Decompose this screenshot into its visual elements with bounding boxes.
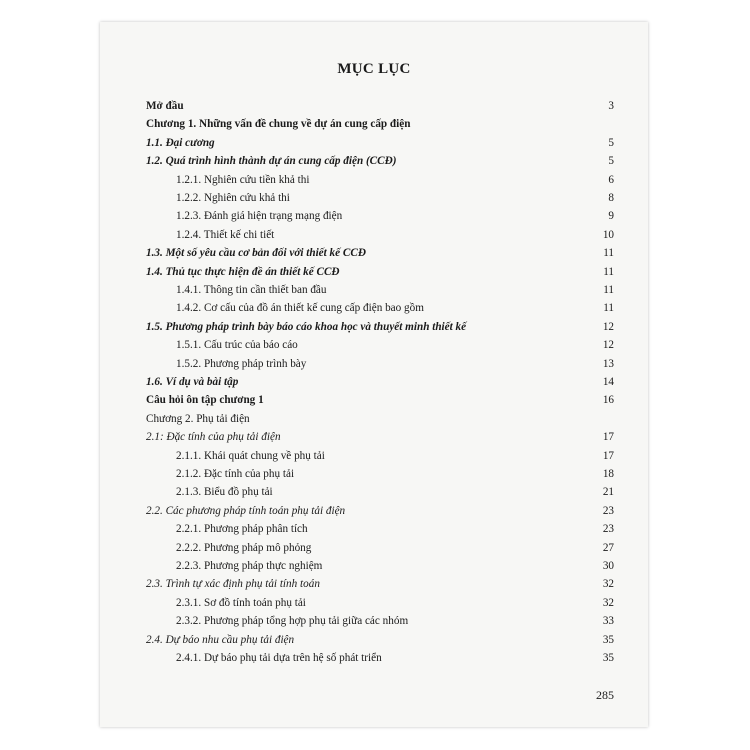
toc-entry-page: 11: [603, 302, 614, 315]
toc-entry-page: 6: [608, 173, 614, 186]
toc-entry-label: 2.4.1. Dự báo phụ tải dựa trên hệ số phát triển: [176, 652, 382, 664]
toc-entry: [100, 447, 648, 465]
toc-entry: [100, 115, 648, 133]
toc-entry: [100, 373, 648, 391]
toc-entry-page: 3: [608, 100, 614, 112]
toc-entry-page: 5: [608, 155, 614, 168]
toc-entry-page: 13: [602, 357, 614, 370]
toc-entry-label: 1.5.1. Cấu trúc của báo cáo: [176, 339, 298, 352]
toc-entry: [100, 483, 648, 501]
toc-entry-page: 18: [602, 468, 614, 480]
toc-entry-page: 32: [602, 578, 614, 591]
toc-entry: [100, 594, 648, 612]
toc-entry-label: 1.4. Thủ tục thực hiện đề án thiết kế CCĐ: [146, 265, 340, 278]
toc-entry-label: 1.2.1. Nghiên cứu tiền khả thi: [176, 173, 310, 186]
toc-entry-page: 35: [602, 633, 614, 646]
toc-entry: [100, 281, 648, 299]
toc-entry-label: Mở đầu: [146, 100, 184, 112]
toc-entry: [100, 465, 648, 483]
toc-entry: [100, 152, 648, 170]
toc-entry-label: 2.3.2. Phương pháp tổng hợp phụ tải giữa các nhóm: [176, 615, 409, 628]
toc-entry: [100, 391, 648, 409]
toc-entry: [100, 226, 648, 244]
toc-entry-page: 12: [602, 320, 614, 333]
toc-entry-label: 1.2.2. Nghiên cứu khả thi: [176, 192, 290, 204]
toc-entry-page: 23: [602, 523, 614, 536]
toc-entry-page: 16: [602, 394, 614, 407]
toc-entry: [100, 410, 648, 428]
toc-entry-page: 21: [602, 486, 614, 499]
toc-entry-label: 2.3. Trình tự xác định phụ tải tính toán: [146, 578, 320, 591]
toc-entry-page: 35: [602, 652, 614, 664]
toc-entry-label: 2.2.1. Phương pháp phân tích: [176, 523, 308, 536]
toc-entry: [100, 263, 648, 281]
toc-entry-page: 9: [608, 210, 614, 223]
toc-entry: [100, 557, 648, 575]
toc-entry-page: 27: [602, 541, 614, 554]
toc-entry-page: 14: [602, 376, 614, 388]
toc-entry: [100, 189, 648, 207]
toc-entry: [100, 502, 648, 520]
toc-entry-label: 2.1.3. Biểu đồ phụ tải: [176, 486, 273, 499]
toc-entry-label: 1.2. Quá trình hình thành dự án cung cấp điện (CCĐ): [146, 155, 397, 168]
toc-entry: [100, 355, 648, 373]
toc-entry-label: 2.1.2. Đặc tính của phụ tải: [176, 468, 295, 480]
toc-entry: [100, 318, 648, 336]
toc-entry-label: 1.2.4. Thiết kế chi tiết: [176, 228, 275, 241]
toc-entry: [100, 336, 648, 354]
toc-entry-label: 1.5.2. Phương pháp trình bày: [176, 357, 307, 370]
toc-entry: [100, 649, 648, 667]
toc-entry-label: Chương 2. Phụ tải điện: [146, 412, 250, 425]
toc-entry-label: 2.4. Dự báo nhu cầu phụ tải điện: [146, 633, 295, 646]
toc-entry: [100, 134, 648, 152]
toc-entry-page: 11: [603, 247, 614, 260]
toc-entry: [100, 539, 648, 557]
toc-entry: [100, 575, 648, 593]
toc-entry: [100, 520, 648, 538]
page-number: 285: [596, 688, 614, 702]
toc-entry: [100, 631, 648, 649]
book-page: [100, 22, 648, 727]
toc-entry: [100, 171, 648, 189]
toc-entry-label: 1.2.3. Đánh giá hiện trạng mạng điện: [176, 210, 343, 223]
toc-entry-label: 1.4.2. Cơ cấu của đồ án thiết kế cung cấp điện bao gồm: [176, 302, 424, 315]
toc-entry-label: 2.2.3. Phương pháp thực nghiệm: [176, 560, 323, 572]
toc-entry-label: 2.3.1. Sơ đồ tính toán phụ tải: [176, 596, 306, 609]
toc-entry-label: 2.2. Các phương pháp tính toán phụ tải điện: [146, 504, 346, 517]
toc-entry-page: 8: [608, 192, 614, 204]
toc-entry: [100, 612, 648, 630]
toc-entry-label: 2.2.2. Phương pháp mô phỏng: [176, 541, 312, 554]
toc-entry-page: 17: [602, 449, 614, 462]
toc-entry-label: Chương 1. Những vấn đề chung về dự án cung cấp điện: [146, 118, 411, 131]
toc-entry-page: 11: [603, 284, 614, 296]
toc-entry: [100, 428, 648, 446]
toc-entry-label: 2.1: Đặc tính của phụ tải điện: [146, 431, 281, 444]
toc-entry-label: 1.4.1. Thông tin cần thiết ban đầu: [176, 284, 327, 296]
toc-entry-page: 32: [602, 596, 614, 609]
toc-entry-label: 1.1. Đại cương: [146, 136, 215, 149]
toc-entry-label: 1.3. Một số yêu cầu cơ bản đối với thiết kế CCĐ: [146, 247, 366, 260]
toc-entry: [100, 97, 648, 115]
toc-entry-label: 2.1.1. Khái quát chung về phụ tải: [176, 449, 325, 462]
toc-entry-page: 10: [602, 228, 614, 241]
page-title: MỤC LỤC: [337, 61, 411, 77]
toc-entry-page: 30: [602, 560, 614, 572]
toc-entry-page: 12: [602, 339, 614, 352]
toc-entry-page: 11: [603, 265, 614, 278]
toc-entry-label: 1.6. Ví dụ và bài tập: [146, 376, 239, 388]
toc-entry-page: 17: [602, 431, 614, 444]
toc-entry: [100, 299, 648, 317]
toc-entry-page: 5: [608, 136, 614, 149]
toc-entry-label: 1.5. Phương pháp trình bày báo cáo khoa học và thuyết minh thiết kế: [146, 320, 467, 333]
toc-entry: [100, 244, 648, 262]
toc-entry-page: 33: [602, 615, 614, 628]
toc-entry-page: 23: [602, 504, 614, 517]
toc-entry: [100, 207, 648, 225]
toc-entry-label: Câu hỏi ôn tập chương 1: [146, 394, 264, 407]
